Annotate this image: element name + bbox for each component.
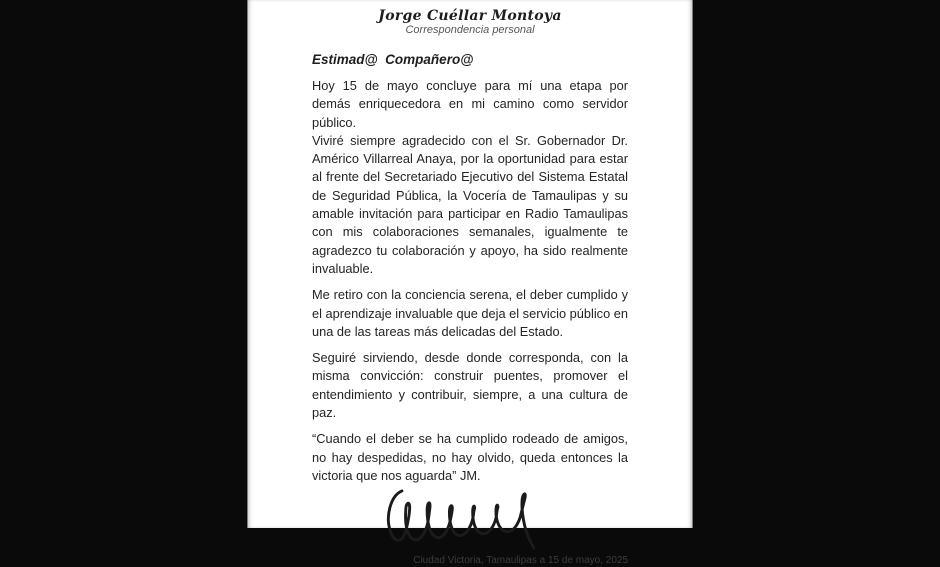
letterhead (312, 8, 628, 37)
paragraph: Me retiro con la conciencia serena, el deber cumplido y el aprendizaje invaluable que deja el servicio público en una de las tareas más delicadas del Estado. (312, 287, 628, 339)
salutation: Estimad@ Compañero@ (312, 52, 474, 67)
paragraph: Viviré siempre agradecido con el Sr. Gobernador Dr. Américo Villarreal Anaya, por la oportunidad para estar al frente del Secretariado Ejecutivo del Sistema Estatal de Seguridad Pública, la Vocería de Tamaulipas y su amable invitación para participar en Radio Tamaulipas con mis colaboraciones semanales, igualmente te agradezco tu colaboración y apoyo, ha sido realmente invaluable. (312, 132, 628, 276)
letter-page (247, 0, 693, 567)
signature-scribble-icon (384, 488, 542, 552)
letter-body (312, 77, 628, 485)
paragraph: Seguiré sirviendo, desde donde corresponda, con la misma convicción: construir puentes, promover el entendimiento y contribuir, siempre, a una cultura de paz. (312, 350, 628, 421)
handwritten-signature (384, 488, 542, 552)
author-name: Jorge Cuéllar Montoya (378, 8, 562, 24)
letterhead-subtitle: Correspondencia personal (405, 24, 535, 36)
paragraph: “Cuando el deber se ha cumplido rodeado de amigos, no hay despedidas, no hay olvido, queda entonces la victoria que nos aguarda” JM. (312, 431, 628, 483)
paragraph: Hoy 15 de mayo concluye para mí una etapa por demás enriquecedora en mi camino como servidor público. (312, 78, 628, 130)
dateline: Ciudad Victoria, Tamaulipas a 15 de mayo, 2025 (413, 555, 628, 567)
